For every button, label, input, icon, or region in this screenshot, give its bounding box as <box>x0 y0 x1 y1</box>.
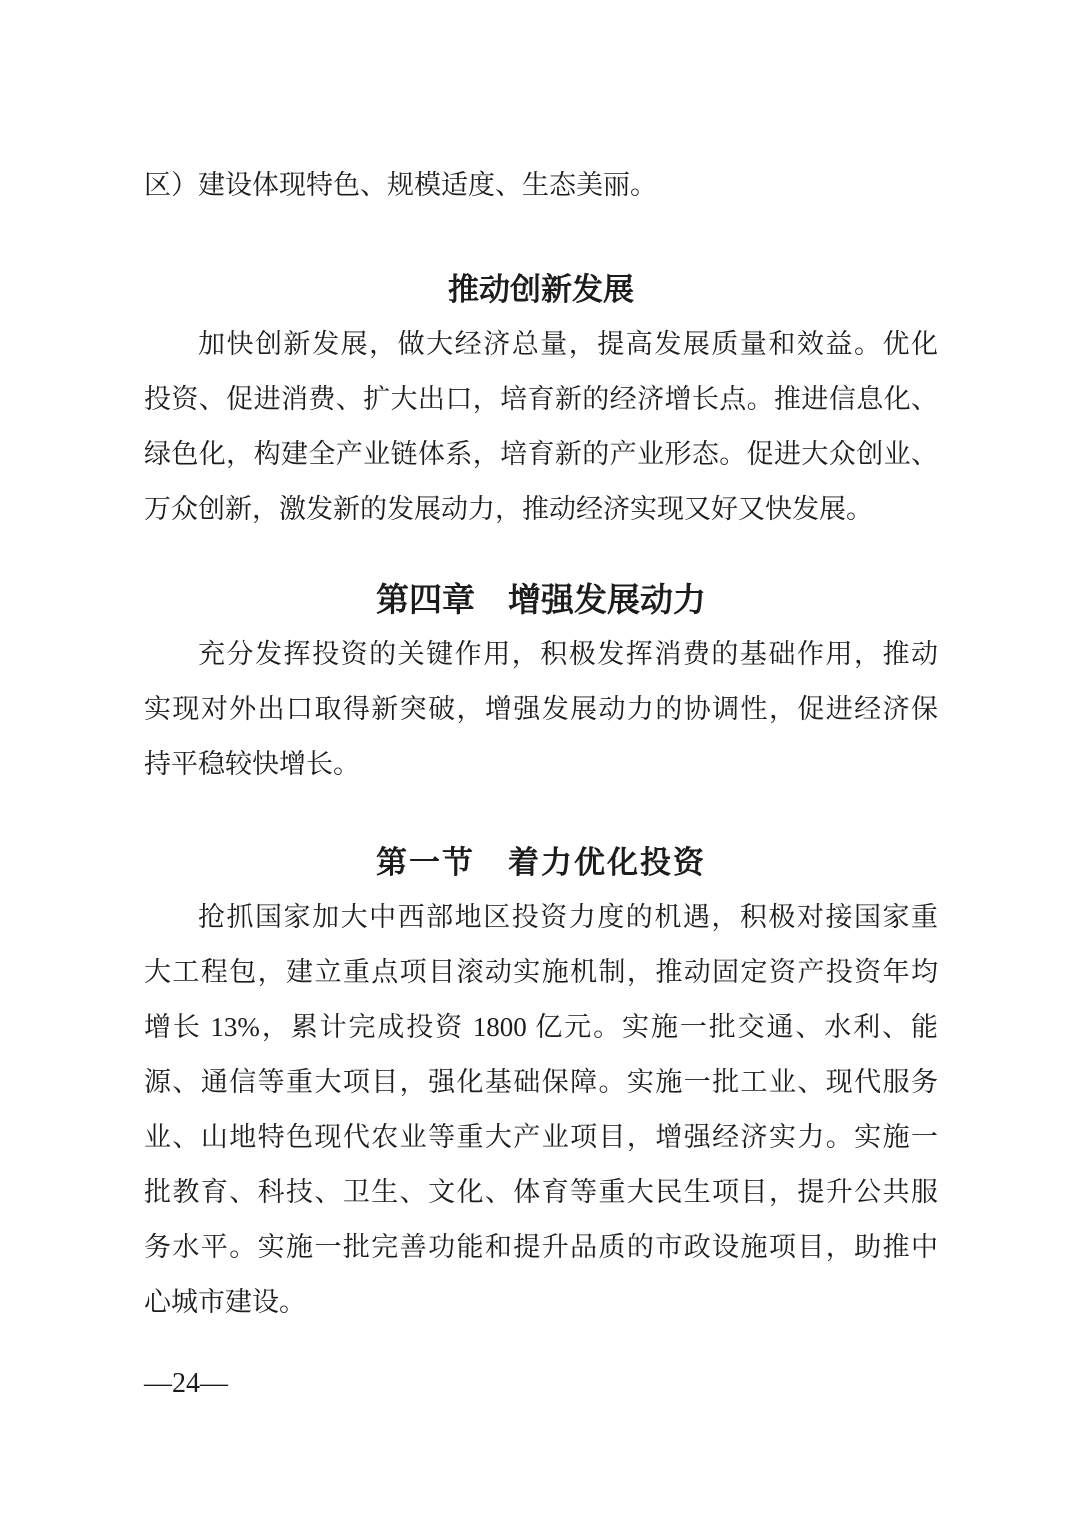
paragraph-line: 抢抓国家加大中西部地区投资力度的机遇，积极对接国家重 <box>198 902 938 932</box>
paragraph-line: 源、通信等重大项目，强化基础保障。实施一批工业、现代服务 <box>144 1067 938 1097</box>
paragraph-line: 持平稳较快增长。 <box>144 749 360 779</box>
paragraph-line: 心城市建设。 <box>144 1287 306 1317</box>
heading-promote-innovation: 推动创新发展 <box>448 272 634 307</box>
page-number: —24— <box>144 1368 228 1399</box>
paragraph-line: 区）建设体现特色、规模适度、生态美丽。 <box>144 170 657 200</box>
chapter-heading: 第四章 增强发展动力 <box>376 581 706 618</box>
paragraph-innovation <box>144 317 938 537</box>
paragraph-line: 增长 13%，累计完成投资 1800 亿元。实施一批交通、水利、能 <box>144 1012 938 1042</box>
paragraph-line: 批教育、科技、卫生、文化、体育等重大民生项目，提升公共服 <box>144 1177 938 1207</box>
paragraph-line: 充分发挥投资的关键作用，积极发挥消费的基础作用，推动 <box>198 639 938 669</box>
paragraph-line: 大工程包，建立重点项目滚动实施机制，推动固定资产投资年均 <box>144 957 938 987</box>
paragraph-line: 万众创新，激发新的发展动力，推动经济实现又好又快发展。 <box>144 494 873 524</box>
paragraph-continuation <box>144 158 938 213</box>
paragraph-line: 绿色化，构建全产业链体系，培育新的产业形态。促进大众创业、 <box>144 439 938 469</box>
paragraph-section-body <box>144 890 938 1330</box>
paragraph-line: 务水平。实施一批完善功能和提升品质的市政设施项目，助推中 <box>144 1232 938 1262</box>
paragraph-line: 实现对外出口取得新突破，增强发展动力的协调性，促进经济保 <box>144 694 938 724</box>
paragraph-line: 加快创新发展，做大经济总量，提高发展质量和效益。优化 <box>198 329 938 359</box>
paragraph-line: 业、山地特色现代农业等重大产业项目，增强经济实力。实施一 <box>144 1122 938 1152</box>
paragraph-chapter-intro <box>144 627 938 792</box>
section-heading: 第一节 着力优化投资 <box>376 845 706 880</box>
paragraph-line: 投资、促进消费、扩大出口，培育新的经济增长点。推进信息化、 <box>144 384 938 414</box>
